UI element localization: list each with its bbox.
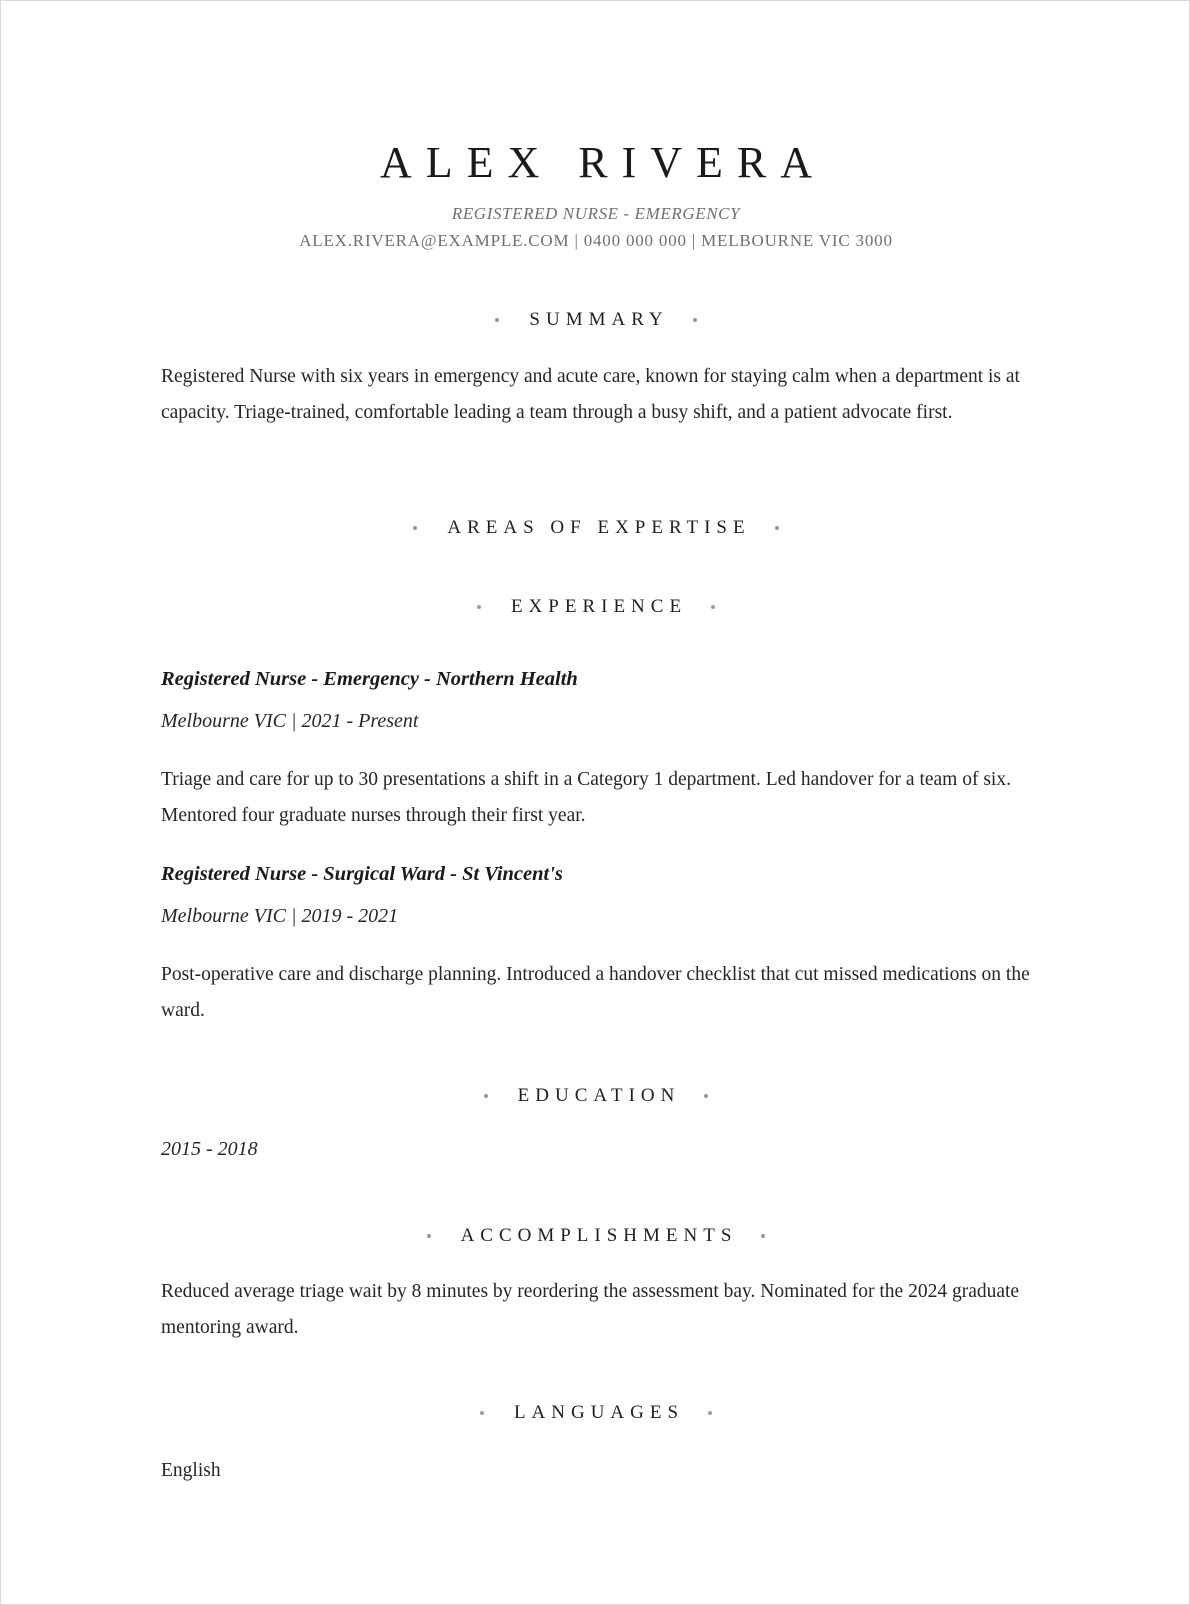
- education-dates: 2015 - 2018: [161, 1138, 258, 1160]
- accomplishments-title: ACCOMPLISHMENTS: [460, 1225, 738, 1246]
- bullet-dot-icon: [761, 1234, 765, 1238]
- languages-text: English: [161, 1460, 221, 1481]
- job-title: Registered Nurse - Emergency - Northern Health: [161, 668, 578, 690]
- bullet-dot-icon: [711, 605, 715, 609]
- bullet-dot-icon: [693, 318, 697, 322]
- job-title: Registered Nurse - Surgical Ward - St Vincent's: [161, 863, 563, 885]
- bullet-dot-icon: [704, 1094, 708, 1098]
- experience-heading: [161, 595, 1031, 619]
- experience-title: EXPERIENCE: [510, 596, 688, 617]
- languages-heading: [161, 1401, 1031, 1425]
- candidate-role: REGISTERED NURSE - EMERGENCY: [451, 204, 741, 223]
- candidate-name: ALEX RIVERA: [379, 138, 827, 187]
- bullet-dot-icon: [708, 1411, 712, 1415]
- accomplishments-text: Reduced average triage wait by 8 minutes by reordering the assessment bay. Nominated for the 2024 graduate mentoring award.: [161, 1281, 1020, 1338]
- bullet-dot-icon: [413, 526, 417, 530]
- bullet-dot-icon: [480, 1411, 484, 1415]
- job-description: Post-operative care and discharge planning. Introduced a handover checklist that cut missed medications on the ward.: [161, 964, 1030, 1021]
- job-meta: Melbourne VIC | 2019 - 2021: [161, 905, 399, 927]
- accomplishments-heading: [161, 1224, 1031, 1248]
- bullet-dot-icon: [477, 605, 481, 609]
- bullet-dot-icon: [484, 1094, 488, 1098]
- languages-title: LANGUAGES: [513, 1402, 685, 1423]
- summary-text: Registered Nurse with six years in emergency and acute care, known for staying calm when a department is at capacity. Triage-trained, comfortable leading a team through a busy shift, and a patient advocate first.: [161, 366, 1020, 423]
- expertise-heading: [161, 516, 1031, 540]
- expertise-title: AREAS OF EXPERTISE: [447, 517, 751, 538]
- education-title: EDUCATION: [517, 1085, 681, 1106]
- job-description: Triage and care for up to 30 presentations a shift in a Category 1 department. Led handover for a team of six. Mentored four graduate nurses through their first year.: [161, 769, 1011, 826]
- summary-title: SUMMARY: [529, 309, 669, 330]
- contact-line: ALEX.RIVERA@EXAMPLE.COM | 0400 000 000 | MELBOURNE VIC 3000: [299, 231, 893, 250]
- job-meta: Melbourne VIC | 2021 - Present: [161, 710, 419, 732]
- education-heading: [161, 1084, 1031, 1108]
- bullet-dot-icon: [427, 1234, 431, 1238]
- bullet-dot-icon: [495, 318, 499, 322]
- bullet-dot-icon: [775, 526, 779, 530]
- summary-heading: [161, 308, 1031, 332]
